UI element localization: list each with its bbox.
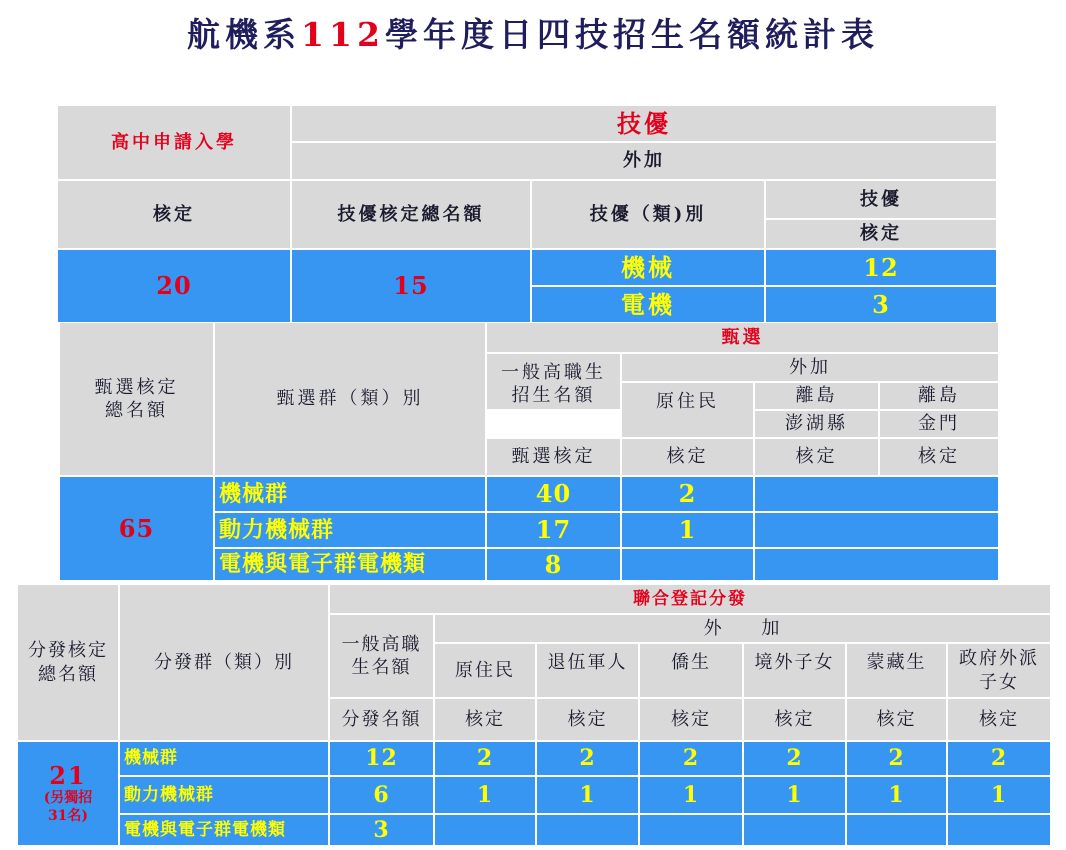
empty-cell — [744, 815, 845, 845]
header-line: 子女 — [979, 671, 1019, 693]
indigenous-header: 原住民 — [622, 383, 753, 437]
selection-table — [60, 323, 998, 580]
tech-total-header: 技優核定總名額 — [292, 181, 530, 248]
distribution-extra-cell: 2 — [537, 742, 638, 775]
distribution-group-cell: 機械群 — [120, 742, 328, 775]
distribution-extra-cell: 2 — [744, 742, 845, 775]
approved-header: 核定 — [847, 699, 946, 740]
general-approved-header: 甄選核定 — [487, 439, 620, 475]
tech-excellence-section-header: 技優 — [292, 106, 996, 141]
empty-cell — [537, 815, 638, 845]
distribution-extra-cell: 1 — [435, 777, 535, 813]
distribution-extra-cell: 2 — [435, 742, 535, 775]
distribution-extra-cell: 2 — [847, 742, 946, 775]
selection-total-value: 65 — [60, 477, 213, 580]
selection-general-cell: 17 — [487, 513, 620, 547]
overseas-chinese-header: 僑生 — [640, 644, 742, 697]
overseas-children-header: 境外子女 — [744, 644, 845, 697]
header-line: 甄選核定 — [94, 376, 179, 398]
empty-cell — [622, 549, 753, 580]
distribution-section-header: 聯合登記分發 — [330, 585, 1050, 613]
distribution-extra-cell: 1 — [948, 777, 1050, 813]
distribution-extra-cell: 1 — [640, 777, 742, 813]
empty-cell — [755, 513, 998, 547]
distribution-total-header — [18, 585, 118, 740]
tech-approved-cell: 12 — [766, 250, 996, 285]
selection-general-cell: 8 — [487, 549, 620, 580]
selection-group-cell: 動力機械群 — [215, 513, 485, 547]
government-expat-children-header — [948, 644, 1050, 697]
indigenous-header: 原住民 — [435, 644, 535, 697]
veteran-header: 退伍軍人 — [537, 644, 638, 697]
tech-approved-cell: 3 — [766, 287, 996, 322]
distribution-group-header: 分發群（類）別 — [120, 585, 328, 740]
header-line: 總名額 — [105, 400, 168, 421]
selection-extra-header: 外加 — [622, 354, 998, 381]
approved-header: 核定 — [537, 699, 638, 740]
general-quota-header — [330, 615, 433, 697]
mongolian-tibetan-header: 蒙藏生 — [847, 644, 946, 697]
empty-cell — [755, 549, 998, 580]
extra-header: 外加 — [292, 143, 996, 179]
independent-admission-note: (另獨招 — [43, 790, 93, 807]
approved-header: 核定 — [880, 439, 998, 475]
tech-total-value: 15 — [292, 250, 530, 322]
island-header: 離島 — [755, 383, 878, 409]
island-header: 離島 — [880, 383, 998, 409]
distribution-extra-cell: 1 — [744, 777, 845, 813]
selection-section-header: 甄選 — [487, 323, 998, 352]
page-title — [0, 12, 1066, 58]
general-approved-header: 分發名額 — [330, 699, 433, 740]
tech-excellence-table — [58, 106, 996, 322]
selection-group-cell: 機械群 — [215, 477, 485, 511]
title-year: 112 — [301, 15, 385, 54]
empty-cell — [640, 815, 742, 845]
approved-header: 核定 — [640, 699, 742, 740]
header-line: 生名額 — [351, 657, 412, 678]
approved-header: 核定 — [58, 181, 290, 248]
high-school-application-header: 高中申請入學 — [58, 106, 290, 179]
tech-category-cell: 電機 — [532, 287, 764, 322]
distribution-extra-cell: 2 — [948, 742, 1050, 775]
distribution-extra-cell: 1 — [847, 777, 946, 813]
selection-group-header: 甄選群（類）別 — [215, 323, 485, 475]
kinmen-header: 金門 — [880, 411, 998, 437]
tech-category-cell: 機械 — [532, 250, 764, 285]
empty-cell — [435, 815, 535, 845]
header-line: 一般高職 — [341, 633, 422, 655]
header-line: 招生名額 — [511, 385, 596, 407]
penghu-header: 澎湖縣 — [755, 411, 878, 437]
selection-indigenous-cell: 1 — [622, 513, 753, 547]
header-line: 分發核定 — [28, 640, 108, 662]
selection-general-cell: 40 — [487, 477, 620, 511]
tech-sub-header: 技優 — [766, 181, 996, 218]
approved-header: 核定 — [435, 699, 535, 740]
empty-cell — [755, 477, 998, 511]
header-line: 總名額 — [38, 663, 98, 685]
empty-cell — [847, 815, 946, 845]
distribution-group-cell: 動力機械群 — [120, 777, 328, 813]
distribution-total-number: 21 — [49, 760, 87, 790]
general-quota-header — [487, 354, 620, 409]
approved-header: 核定 — [622, 439, 753, 475]
distribution-general-cell: 3 — [330, 815, 433, 845]
independent-admission-note: 31名) — [47, 807, 89, 824]
tech-sub-approved-header: 核定 — [766, 220, 996, 248]
approved-header: 核定 — [744, 699, 845, 740]
distribution-extra-cell: 1 — [537, 777, 638, 813]
application-approved-value: 20 — [58, 250, 290, 322]
distribution-general-cell: 6 — [330, 777, 433, 813]
header-line: 一般高職生 — [501, 362, 606, 383]
tech-category-header: 技優（類)別 — [532, 181, 764, 248]
distribution-extra-header: 外 加 — [435, 615, 1050, 642]
distribution-group-cell: 電機與電子群電機類 — [120, 815, 328, 845]
selection-total-header — [60, 323, 213, 475]
title-prefix: 航機系 — [187, 15, 302, 54]
distribution-extra-cell: 2 — [640, 742, 742, 775]
header-line: 政府外派 — [959, 648, 1039, 670]
selection-indigenous-cell: 2 — [622, 477, 753, 511]
distribution-table — [18, 585, 1050, 845]
distribution-total-value — [18, 742, 118, 845]
selection-group-cell: 電機與電子群電機類 — [215, 549, 485, 580]
approved-header: 核定 — [948, 699, 1050, 740]
title-suffix: 學年度日四技招生名額統計表 — [384, 15, 879, 54]
empty-cell — [948, 815, 1050, 845]
distribution-general-cell: 12 — [330, 742, 433, 775]
approved-header: 核定 — [755, 439, 878, 475]
